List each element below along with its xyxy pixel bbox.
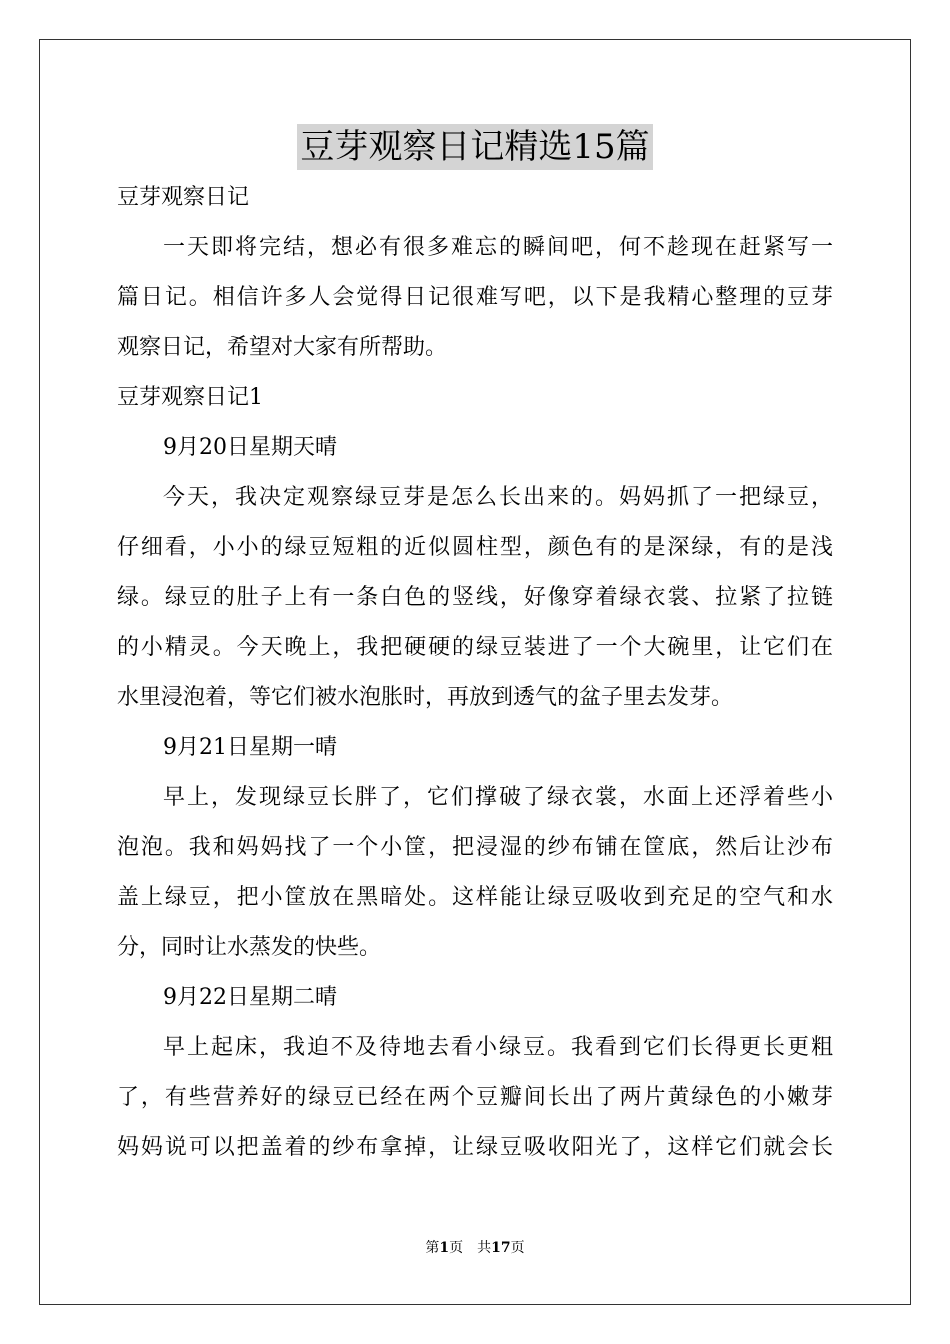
paragraph-line: 盖上绿豆，把小筐放在黑暗处。这样能让绿豆吸收到充足的空气和水 <box>117 885 833 910</box>
document-title-wrap <box>0 124 950 170</box>
total-pages: 17 <box>491 1240 511 1256</box>
total-suffix: 页 <box>510 1240 525 1256</box>
section-heading: 豆芽观察日记 <box>117 185 250 210</box>
paragraph-line: 一天即将完结，想必有很多难忘的瞬间吧，何不趁现在赶紧写一 <box>163 235 833 260</box>
paragraph-line: 早上起床，我迫不及待地去看小绿豆。我看到它们长得更长更粗 <box>163 1035 833 1060</box>
paragraph-line: 妈妈说可以把盖着的纱布拿掉，让绿豆吸收阳光了，这样它们就会长 <box>117 1135 833 1160</box>
paragraph-line: 仔细看，小小的绿豆短粗的近似圆柱型，颜色有的是深绿，有的是浅 <box>117 535 833 560</box>
diary-date: 9月20日星期天晴 <box>163 435 337 460</box>
paragraph-line: 绿。绿豆的肚子上有一条白色的竖线，好像穿着绿衣裳、拉紧了拉链 <box>117 585 833 610</box>
paragraph-line: 水里浸泡着，等它们被水泡胀时，再放到透气的盆子里去发芽。 <box>117 685 734 710</box>
page-prefix: 第 <box>425 1240 440 1256</box>
page-footer <box>0 1238 950 1258</box>
paragraph-line: 早上，发现绿豆长胖了，它们撑破了绿衣裳，水面上还浮着些小 <box>163 785 833 810</box>
document-title: 豆芽观察日记精选15篇 <box>297 124 652 170</box>
paragraph-line: 分，同时让水蒸发的快些。 <box>117 935 382 960</box>
paragraph-line: 的小精灵。今天晚上，我把硬硬的绿豆装进了一个大碗里，让它们在 <box>117 635 833 660</box>
diary-date: 9月21日星期一晴 <box>163 735 337 760</box>
section-heading: 豆芽观察日记1 <box>117 385 263 410</box>
total-prefix: 共 <box>477 1240 492 1256</box>
document-body <box>117 173 833 1173</box>
page-suffix: 页 <box>449 1240 464 1256</box>
paragraph-line: 泡泡。我和妈妈找了一个小筐，把浸湿的纱布铺在筐底，然后让沙布 <box>117 835 833 860</box>
paragraph-line: 今天，我决定观察绿豆芽是怎么长出来的。妈妈抓了一把绿豆， <box>163 485 833 510</box>
paragraph-line: 观察日记，希望对大家有所帮助。 <box>117 335 448 360</box>
diary-date: 9月22日星期二晴 <box>163 985 337 1010</box>
page-number: 1 <box>439 1240 450 1256</box>
paragraph-line: 篇日记。相信许多人会觉得日记很难写吧，以下是我精心整理的豆芽 <box>117 285 833 310</box>
paragraph-line: 了，有些营养好的绿豆已经在两个豆瓣间长出了两片黄绿色的小嫩芽 <box>117 1085 833 1110</box>
